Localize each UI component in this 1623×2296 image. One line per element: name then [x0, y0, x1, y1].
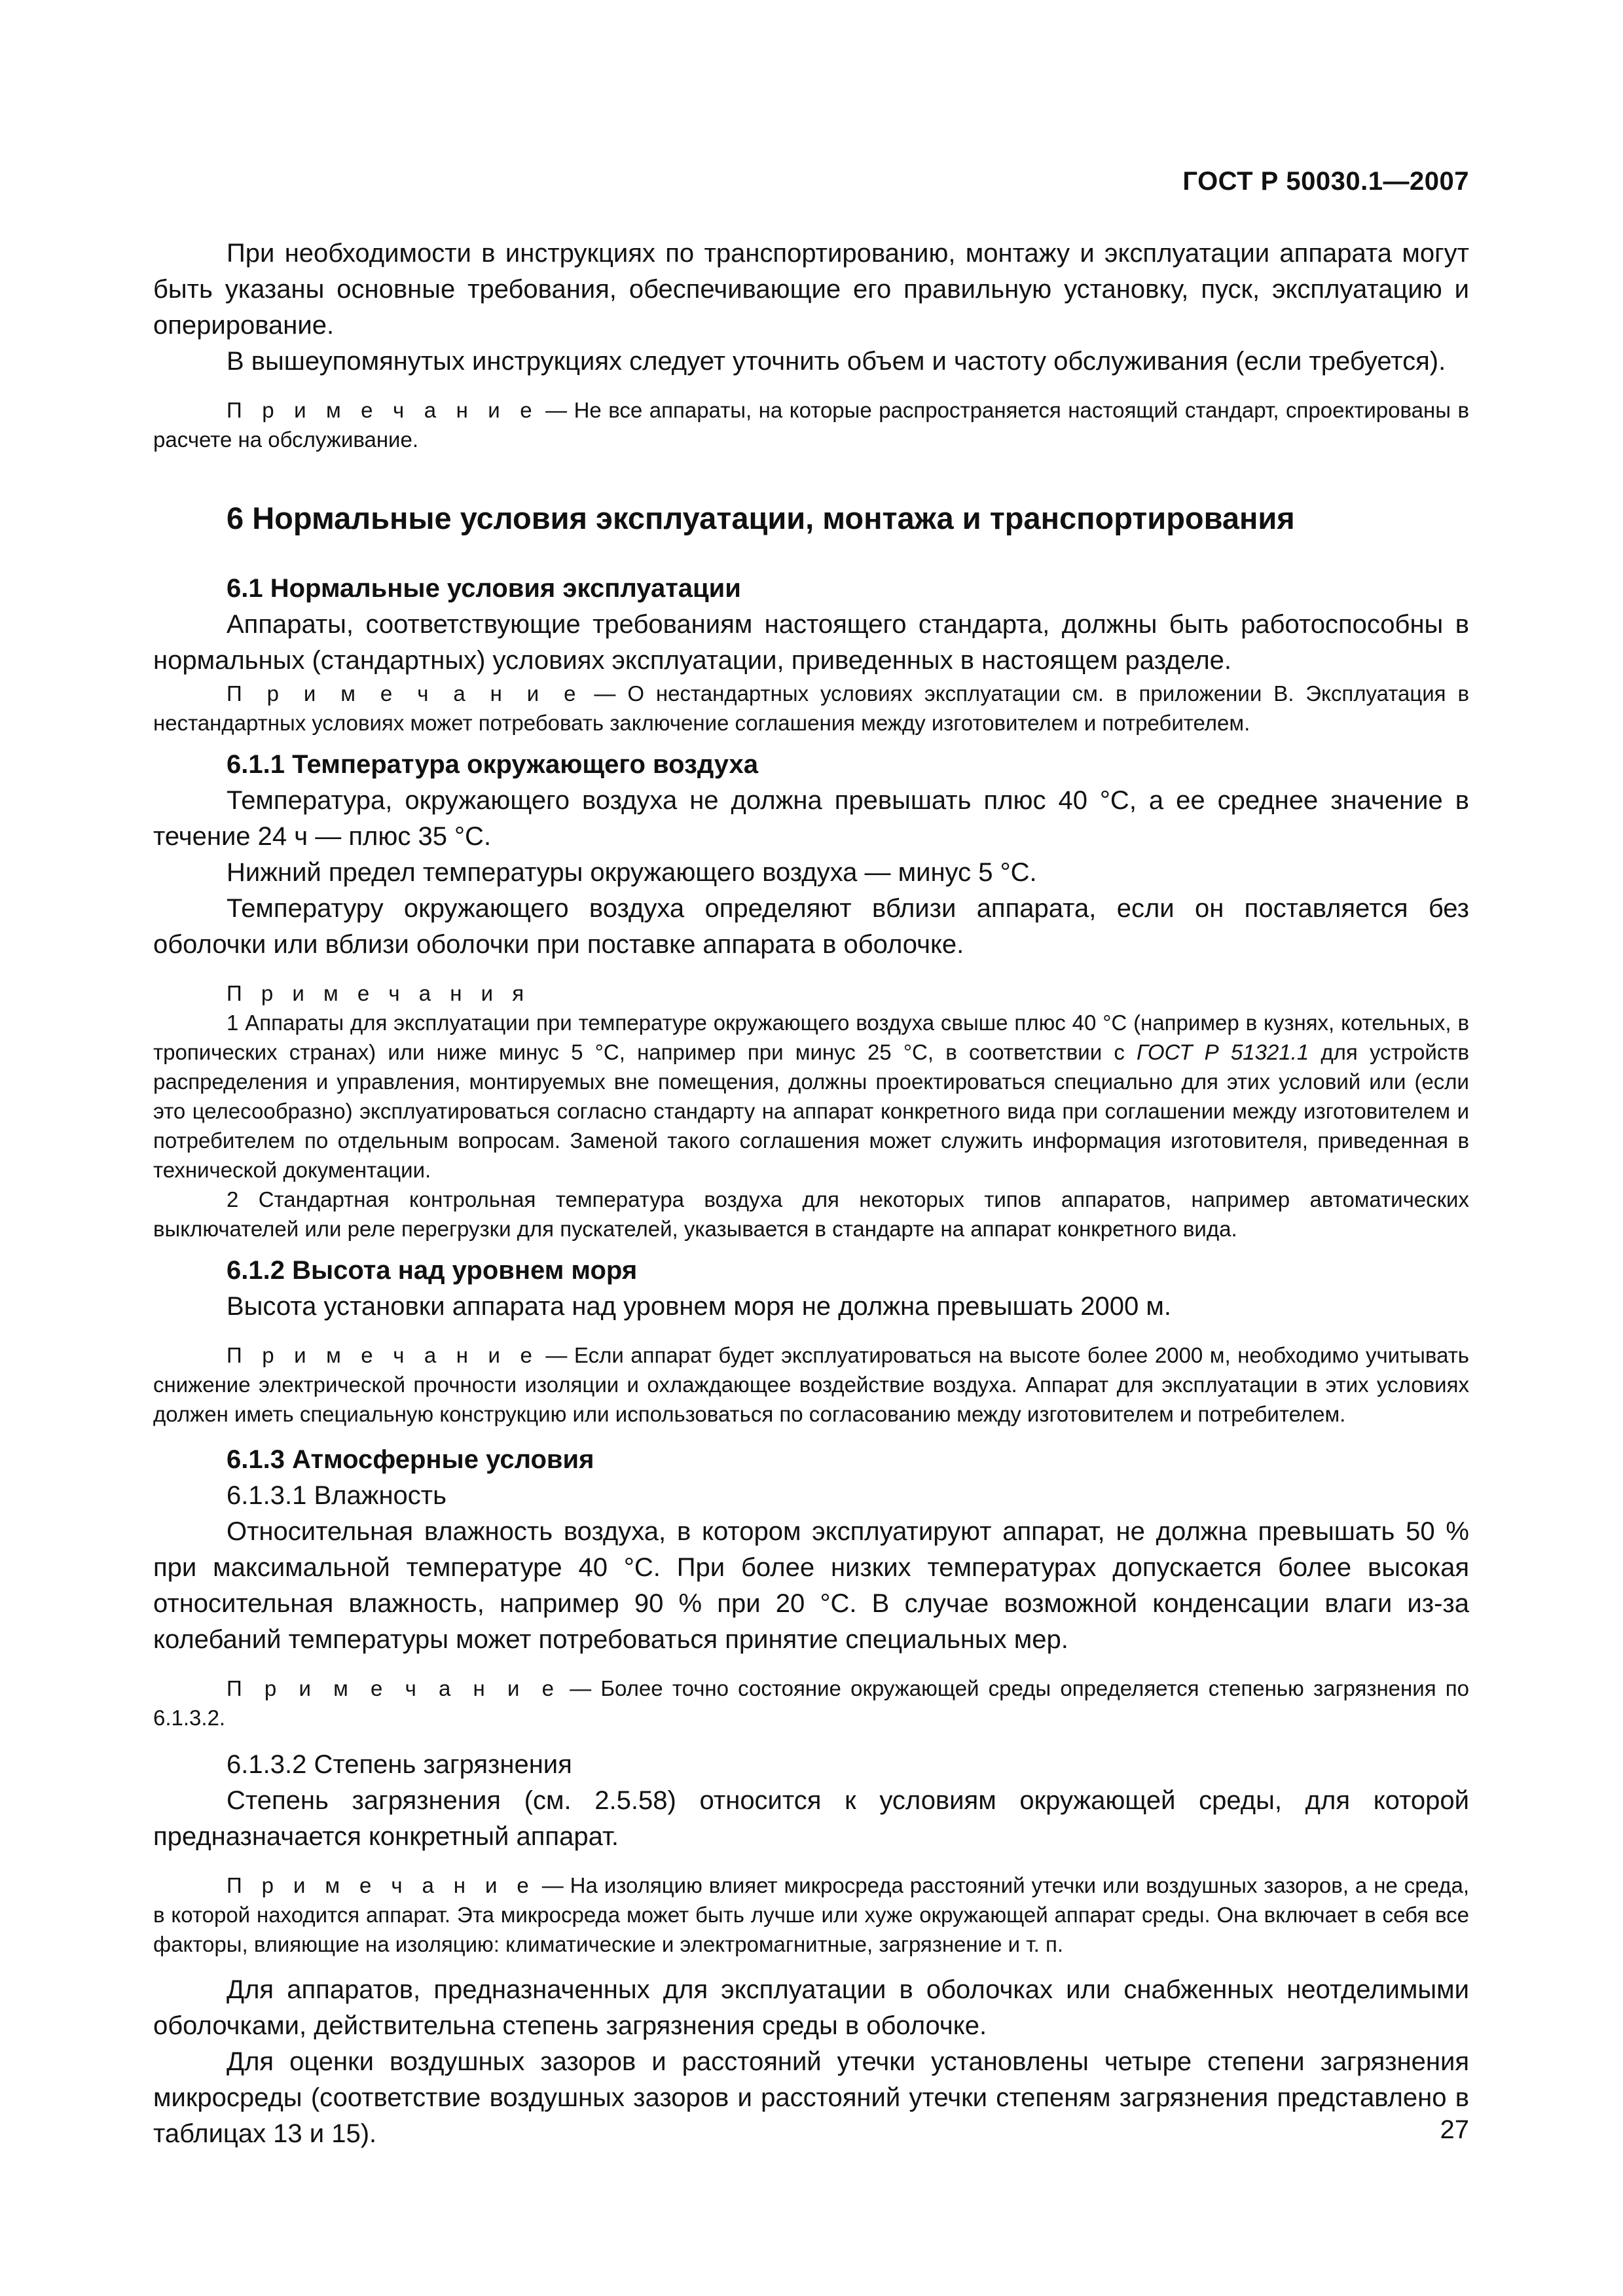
section-6-1-1-heading: 6.1.1 Температура окружающего воздуха [227, 750, 758, 779]
section-6-1-1-note-2: 2 Стандартная контрольная температура воздуха для некоторых типов аппаратов, например автоматических выключателей или реле перегрузки для пускателей, указывается в стандарте на аппарат конкретного вида. [153, 1187, 1469, 1241]
section-6-1-1-paragraph-2: Нижний предел температуры окружающего воздуха — минус 5 °С. [227, 858, 1037, 887]
section-6-1-note [153, 679, 1469, 738]
note-text: — Не все аппараты, на которые распространяется настоящий стандарт, спроектированы в расчете на обслуживание. [153, 398, 1469, 452]
note-text: — На изоляцию влияет микросреда расстояний утечки или воздушных зазоров, а не среда, в которой находится аппарат. Эта микросреда может быть лучше или хуже окружающей аппарат среды. Она включает в себя все факторы, влияющие на изоляцию: климатические и электромагнитные, загрязнение и т. п. [153, 1873, 1469, 1956]
note-label: П р и м е ч а н и е [227, 1343, 539, 1367]
section-6-1-1-paragraph-1: Температура, окружающего воздуха не должна превышать плюс 40 °С, а ее среднее значение в течение 24 ч — плюс 35 °С. [153, 786, 1469, 851]
section-6-1-3-2-note [153, 1871, 1469, 1959]
note-1-standard-reference: ГОСТ Р 51321.1 [1137, 1040, 1309, 1064]
section-6-1-1-note-1 [153, 1008, 1469, 1185]
section-6-1-3-2-paragraph-2: Для аппаратов, предназначенных для эксплуатации в оболочках или снабженных неотделимыми оболочками, действительна степень загрязнения среды в оболочке. [153, 1975, 1469, 2040]
section-6-1-2-paragraph: Высота установки аппарата над уровнем моря не должна превышать 2000 м. [227, 1292, 1171, 1321]
intro-paragraph-2: В вышеупомянутых инструкциях следует уточнить объем и частоту обслуживания (если требуется). [227, 347, 1446, 376]
intro-paragraph-1: При необходимости в инструкциях по транспортированию, монтажу и эксплуатации аппарата могут быть указаны основные требования, обеспечивающие его правильную установку, пуск, эксплуатацию и оперирование. [153, 239, 1469, 340]
section-6-1-3-2-heading: 6.1.3.2 Степень загрязнения [227, 1750, 572, 1779]
section-6-1-3-1-heading: 6.1.3.1 Влажность [227, 1481, 447, 1510]
document-code-header: ГОСТ Р 50030.1—2007 [1182, 167, 1469, 196]
intro-note [153, 395, 1469, 454]
note-text: — О нестандартных условиях эксплуатации см. в приложении В. Эксплуатация в нестандартных условиях может потребовать заключение соглашения между изготовителем и потребителем. [153, 681, 1469, 735]
section-6-title: 6 Нормальные условия эксплуатации, монтажа и транспортирования [227, 501, 1295, 535]
note-text: — Более точно состояние окружающей среды определяется степенью загрязнения по 6.1.3.2. [153, 1676, 1469, 1730]
page-content [153, 236, 1469, 2152]
notes-label: П р и м е ч а н и я [227, 981, 531, 1005]
note-label: П р и м е ч а н и е [227, 681, 583, 706]
section-6-1-2-note [153, 1340, 1469, 1429]
section-6-1-3-2-paragraph-3: Для оценки воздушных зазоров и расстояний утечки установлены четыре степени загрязнения микросреды (соответствие воздушных зазоров и расстояний утечки степеням загрязнения представлено в таблицах 13 и 15). [153, 2047, 1469, 2148]
section-6-1-1-paragraph-3: Температуру окружающего воздуха определяют вблизи аппарата, если он поставляется без оболочки или вблизи оболочки при поставке аппарата в оболочке. [153, 894, 1469, 959]
section-6-1-3-1-note [153, 1674, 1469, 1732]
section-6-1-2-heading: 6.1.2 Высота над уровнем моря [227, 1256, 638, 1285]
note-1-text-a: 1 Аппараты для эксплуатации при температуре окружающего воздуха свыше плюс 40 °С (например в кузнях, котельных, в тропических странах) или ниже минус 5 °С, например при минус 25 °С, в соответствии с [153, 1011, 1469, 1064]
note-text: — Если аппарат будет эксплуатироваться на высоте более 2000 м, необходимо учитывать снижение электрической прочности изоляции и охлаждающее воздействие воздуха. Аппарат для эксплуатации в этих условиях должен иметь специальную конструкцию или использоваться по согласованию между изготовителем и потребителем. [153, 1343, 1470, 1426]
section-6-1-3-2-paragraph-1: Степень загрязнения (см. 2.5.58) относится к условиям окружающей среды, для которой предназначается конкретный аппарат. [153, 1786, 1469, 1851]
section-6-1-paragraph: Аппараты, соответствующие требованиям настоящего стандарта, должны быть работоспособны в нормальных (стандартных) условиях эксплуатации, приведенных в настоящем разделе. [153, 610, 1469, 675]
section-6-1-3-1-paragraph: Относительная влажность воздуха, в котором эксплуатируют аппарат, не должна превышать 50 % при максимальной температуре 40 °С. При более низких температурах допускается более высокая относительная влажность, например 90 % при 20 °С. В случае возможной конденсации влаги из-за колебаний температуры может потребоваться принятие специальных мер. [153, 1517, 1469, 1654]
section-6-1-3-heading: 6.1.3 Атмосферные условия [227, 1445, 594, 1474]
note-label: П р и м е ч а н и е [227, 1873, 536, 1897]
section-6-1-heading: 6.1 Нормальные условия эксплуатации [227, 574, 741, 603]
section-6-1-1-notes-label [153, 978, 1469, 1008]
page-number: 27 [1440, 2115, 1469, 2144]
note-label: П р и м е ч а н и е [227, 398, 539, 422]
note-label: П р и м е ч а н и е [227, 1676, 560, 1700]
note-1-text-b: для устройств распределения и управления, монтируемых вне помещения, должны проектироваться специально для этих условий или (если это целесообразно) эксплуатироваться согласно стандарту на аппарат конкретного вида при соглашении между изготовителем и потребителем по отдельным вопросам. Заменой такого соглашения может служить информация изготовителя, приведенная в технической документации. [153, 1040, 1469, 1182]
